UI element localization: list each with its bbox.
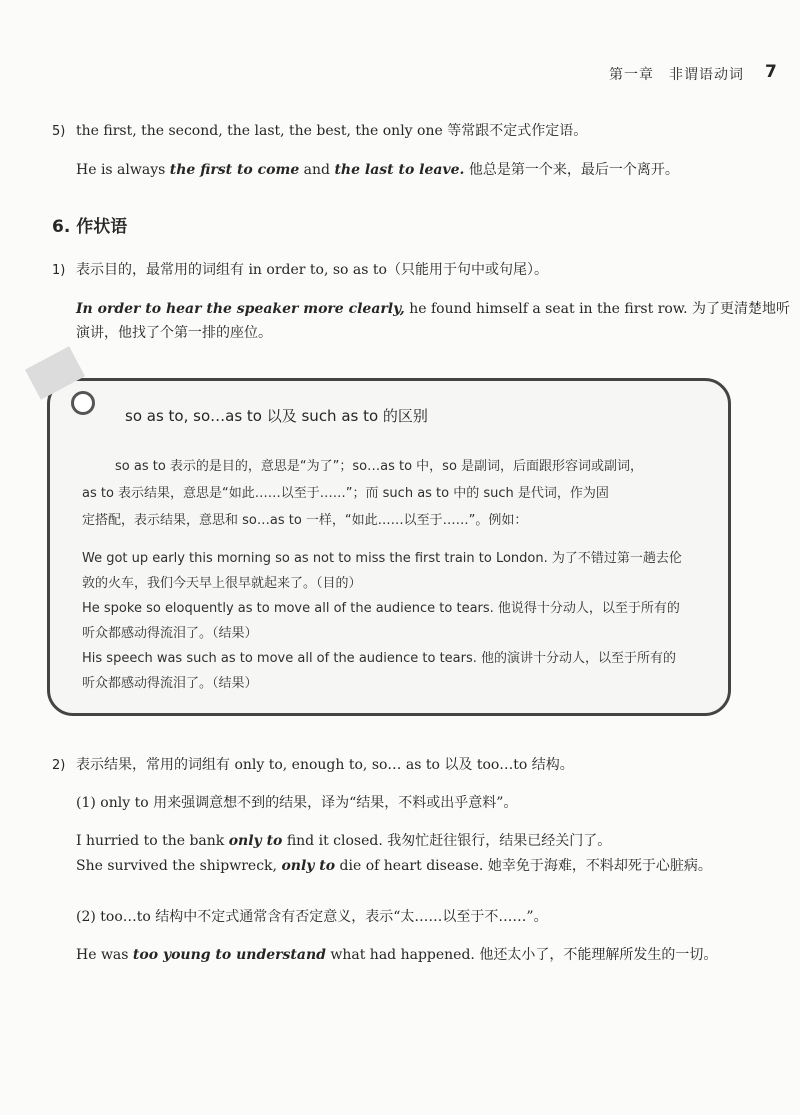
example-emphasis: too young to understand [132, 947, 326, 963]
example-part: find it closed. 我匆忙赶往银行，结果已经关门了。 [282, 833, 612, 849]
example-emphasis: the last to leave. [334, 162, 465, 178]
example-part: what had happened. 他还太小了，不能理解所发生的一切。 [325, 947, 718, 963]
note-example-line: 敦的火车，我们今天早上很早就起来了。（目的） [82, 576, 362, 591]
item-text: 表示目的，最常用的词组有 in order to, so as to（只能用于句中或句尾）。 [76, 262, 548, 278]
note-example-line: His speech was such as to move all of the audience to tears. 他的演讲十分动人，以至于所有的 [82, 651, 677, 666]
note-title: so as to, so…as to 以及 such as to 的区别 [125, 407, 428, 425]
example-emphasis: the first to come [169, 162, 300, 178]
item-number: 2) [52, 758, 66, 773]
example-emphasis: In order to hear the speaker more clearly, [76, 301, 405, 317]
example-emphasis: only to [281, 858, 336, 874]
page-number: 7 [765, 62, 777, 82]
example-part: She survived the shipwreck, [76, 858, 282, 874]
example-sentence [76, 944, 717, 966]
example-part: and [299, 162, 335, 178]
ring-icon [71, 391, 95, 415]
note-paragraph-line: so as to 表示的是目的，意思是“为了”；so…as to 中，so 是副词，后面跟形容词或副词， [115, 459, 644, 474]
example-part: He was [76, 947, 133, 963]
example-part: He is always [76, 162, 170, 178]
section-heading: 6. 作状语 [52, 217, 128, 237]
note-paragraph-line: 定搭配，表示结果，意思和 so…as to 一样，“如此……以至于……”。例如： [82, 513, 528, 528]
example-sentence [76, 159, 679, 181]
note-example-line: 听众都感动得流泪了。（结果） [82, 676, 258, 691]
example-part: I hurried to the bank [76, 833, 229, 849]
item-text: 表示结果，常用的词组有 only to, enough to, so… as to 以及 too…to 结构。 [76, 757, 574, 773]
example-part: die of heart disease. 她幸免于海难，不料却死于心脏病。 [335, 858, 712, 874]
example-sentence [76, 830, 611, 852]
example-sentence [76, 855, 712, 877]
example-part: he found himself a seat in the first row. 为了更清楚地听 [404, 301, 791, 317]
note-example-line: 听众都感动得流泪了。（结果） [82, 626, 258, 641]
note-example-line: We got up early this morning so as not to miss the first train to London. 为了不错过第一趟去伦 [82, 551, 682, 566]
example-translation: 他总是第一个来，最后一个离开。 [464, 162, 679, 178]
note-paragraph-line: as to 表示结果，意思是“如此……以至于……”；而 such as to 中的 such 是代词，作为固 [82, 486, 609, 501]
example-sentence [76, 298, 790, 320]
item-number: 5) [52, 124, 66, 139]
item-text: the first, the second, the last, the best, the only one 等常跟不定式作定语。 [76, 123, 588, 139]
sub-item-text: (2) too…to 结构中不定式通常含有否定意义，表示“太……以至于不……”。 [76, 909, 548, 925]
sub-item-text: (1) only to 用来强调意想不到的结果，译为“结果，不料或出乎意料”。 [76, 795, 518, 811]
example-emphasis: only to [228, 833, 283, 849]
chapter-title: 第一章 非谓语动词 [609, 67, 744, 83]
example-translation: 演讲，他找了个第一排的座位。 [76, 325, 272, 341]
note-example-line: He spoke so eloquently as to move all of the audience to tears. 他说得十分动人，以至于所有的 [82, 601, 680, 616]
item-number: 1) [52, 263, 66, 278]
